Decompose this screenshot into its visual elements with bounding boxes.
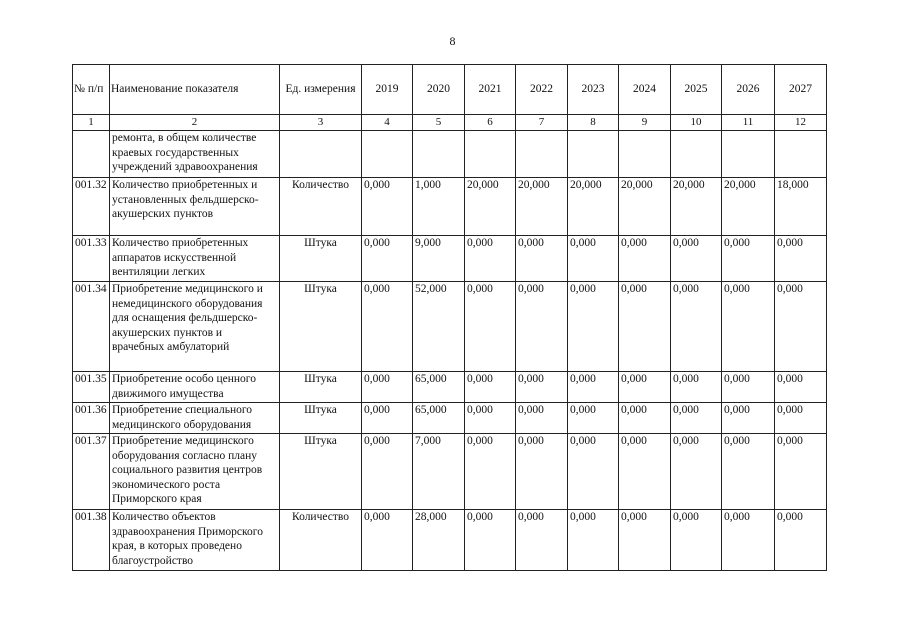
- year-value: 0,000: [465, 403, 516, 434]
- unit-of-measure: [280, 131, 362, 178]
- year-value: 0,000: [465, 510, 516, 571]
- column-number: 8: [568, 115, 619, 131]
- header-row: [73, 65, 827, 115]
- year-value: 0,000: [619, 403, 671, 434]
- column-number: 5: [413, 115, 465, 131]
- indicator-name: Приобретение медицинского и немедицинского оборудования для оснащения фельдшерско-акушерских пунктов и врачебных амбулаторий: [110, 282, 280, 372]
- year-value: 0,000: [362, 372, 413, 403]
- year-value: 20,000: [619, 178, 671, 236]
- column-number-row: [73, 115, 827, 131]
- indicator-name: Количество приобретенных и установленных фельдшерско-акушерских пунктов: [110, 178, 280, 236]
- year-value: 0,000: [619, 282, 671, 372]
- column-number: 3: [280, 115, 362, 131]
- column-number: 7: [516, 115, 568, 131]
- year-value: [568, 131, 619, 178]
- year-value: [671, 131, 722, 178]
- row-code: 001.37: [73, 434, 110, 510]
- year-value: 0,000: [722, 236, 775, 282]
- year-value: 9,000: [413, 236, 465, 282]
- column-header: Наименование показателя: [110, 65, 280, 115]
- year-value: 0,000: [568, 510, 619, 571]
- year-value: [516, 131, 568, 178]
- column-header: № п/п: [73, 65, 110, 115]
- year-value: 0,000: [516, 403, 568, 434]
- year-value: 65,000: [413, 403, 465, 434]
- year-value: 0,000: [671, 236, 722, 282]
- year-value: 20,000: [465, 178, 516, 236]
- year-value: 0,000: [362, 178, 413, 236]
- indicators-table: [72, 64, 827, 571]
- year-value: 28,000: [413, 510, 465, 571]
- unit-of-measure: Штука: [280, 236, 362, 282]
- column-header: 2022: [516, 65, 568, 115]
- year-value: 52,000: [413, 282, 465, 372]
- column-number: 9: [619, 115, 671, 131]
- year-value: 0,000: [362, 403, 413, 434]
- year-value: 0,000: [516, 236, 568, 282]
- year-value: [413, 131, 465, 178]
- column-header: 2020: [413, 65, 465, 115]
- year-value: 0,000: [362, 236, 413, 282]
- year-value: 0,000: [568, 236, 619, 282]
- indicator-name: Приобретение особо ценного движимого имущества: [110, 372, 280, 403]
- table-row: [73, 131, 827, 178]
- year-value: 0,000: [775, 510, 827, 571]
- year-value: 0,000: [516, 510, 568, 571]
- year-value: 0,000: [671, 510, 722, 571]
- year-value: 0,000: [465, 282, 516, 372]
- table-row: [73, 510, 827, 571]
- year-value: 0,000: [619, 510, 671, 571]
- year-value: 0,000: [568, 282, 619, 372]
- indicator-name: ремонта, в общем количестве краевых государственных учреждений здравоохранения: [110, 131, 280, 178]
- year-value: 0,000: [671, 403, 722, 434]
- year-value: 0,000: [775, 282, 827, 372]
- column-number: 11: [722, 115, 775, 131]
- column-header: 2024: [619, 65, 671, 115]
- unit-of-measure: Количество: [280, 510, 362, 571]
- column-header: 2025: [671, 65, 722, 115]
- year-value: 0,000: [671, 282, 722, 372]
- unit-of-measure: Штука: [280, 282, 362, 372]
- year-value: [722, 131, 775, 178]
- table-body: [73, 131, 827, 571]
- year-value: 0,000: [465, 236, 516, 282]
- table-row: [73, 372, 827, 403]
- column-number: 4: [362, 115, 413, 131]
- year-value: 0,000: [775, 236, 827, 282]
- year-value: 0,000: [516, 372, 568, 403]
- year-value: 0,000: [722, 282, 775, 372]
- table-row: [73, 403, 827, 434]
- year-value: 0,000: [362, 282, 413, 372]
- year-value: 0,000: [362, 510, 413, 571]
- year-value: 0,000: [722, 372, 775, 403]
- year-value: 18,000: [775, 178, 827, 236]
- year-value: 0,000: [722, 434, 775, 510]
- table-row: [73, 236, 827, 282]
- page-number: 8: [449, 34, 456, 48]
- row-code: 001.38: [73, 510, 110, 571]
- row-code: 001.32: [73, 178, 110, 236]
- year-value: 0,000: [516, 434, 568, 510]
- column-header: Ед. измерения: [280, 65, 362, 115]
- year-value: 0,000: [465, 434, 516, 510]
- year-value: 0,000: [722, 403, 775, 434]
- row-code: 001.35: [73, 372, 110, 403]
- year-value: 0,000: [671, 434, 722, 510]
- unit-of-measure: Штука: [280, 403, 362, 434]
- year-value: 20,000: [722, 178, 775, 236]
- indicator-name: Приобретение медицинского оборудования согласно плану социального развития центров экономического роста Приморского края: [110, 434, 280, 510]
- column-number: 12: [775, 115, 827, 131]
- row-code: 001.36: [73, 403, 110, 434]
- column-header: 2019: [362, 65, 413, 115]
- year-value: 20,000: [671, 178, 722, 236]
- year-value: 7,000: [413, 434, 465, 510]
- column-number: 10: [671, 115, 722, 131]
- indicator-name: Количество объектов здравоохранения Приморского края, в которых проведено благоустройство: [110, 510, 280, 571]
- indicator-name: Количество приобретенных аппаратов искусственной вентиляции легких: [110, 236, 280, 282]
- year-value: [619, 131, 671, 178]
- year-value: [362, 131, 413, 178]
- row-code: 001.34: [73, 282, 110, 372]
- year-value: 0,000: [671, 372, 722, 403]
- year-value: 20,000: [568, 178, 619, 236]
- year-value: 0,000: [722, 510, 775, 571]
- table-row: [73, 282, 827, 372]
- year-value: 0,000: [775, 403, 827, 434]
- column-header: 2026: [722, 65, 775, 115]
- column-header: 2021: [465, 65, 516, 115]
- year-value: [775, 131, 827, 178]
- year-value: 65,000: [413, 372, 465, 403]
- year-value: 0,000: [516, 282, 568, 372]
- table-row: [73, 178, 827, 236]
- year-value: 20,000: [516, 178, 568, 236]
- year-value: 0,000: [568, 372, 619, 403]
- year-value: 0,000: [568, 403, 619, 434]
- year-value: 1,000: [413, 178, 465, 236]
- year-value: 0,000: [465, 372, 516, 403]
- year-value: 0,000: [619, 434, 671, 510]
- table-row: [73, 434, 827, 510]
- column-number: 1: [73, 115, 110, 131]
- year-value: [465, 131, 516, 178]
- year-value: 0,000: [775, 372, 827, 403]
- year-value: 0,000: [568, 434, 619, 510]
- year-value: 0,000: [619, 236, 671, 282]
- indicator-name: Приобретение специального медицинского оборудования: [110, 403, 280, 434]
- year-value: 0,000: [619, 372, 671, 403]
- column-header: 2023: [568, 65, 619, 115]
- unit-of-measure: Штука: [280, 434, 362, 510]
- column-header: 2027: [775, 65, 827, 115]
- column-number: 6: [465, 115, 516, 131]
- column-number: 2: [110, 115, 280, 131]
- unit-of-measure: Штука: [280, 372, 362, 403]
- year-value: 0,000: [775, 434, 827, 510]
- year-value: 0,000: [362, 434, 413, 510]
- row-code: [73, 131, 110, 178]
- unit-of-measure: Количество: [280, 178, 362, 236]
- row-code: 001.33: [73, 236, 110, 282]
